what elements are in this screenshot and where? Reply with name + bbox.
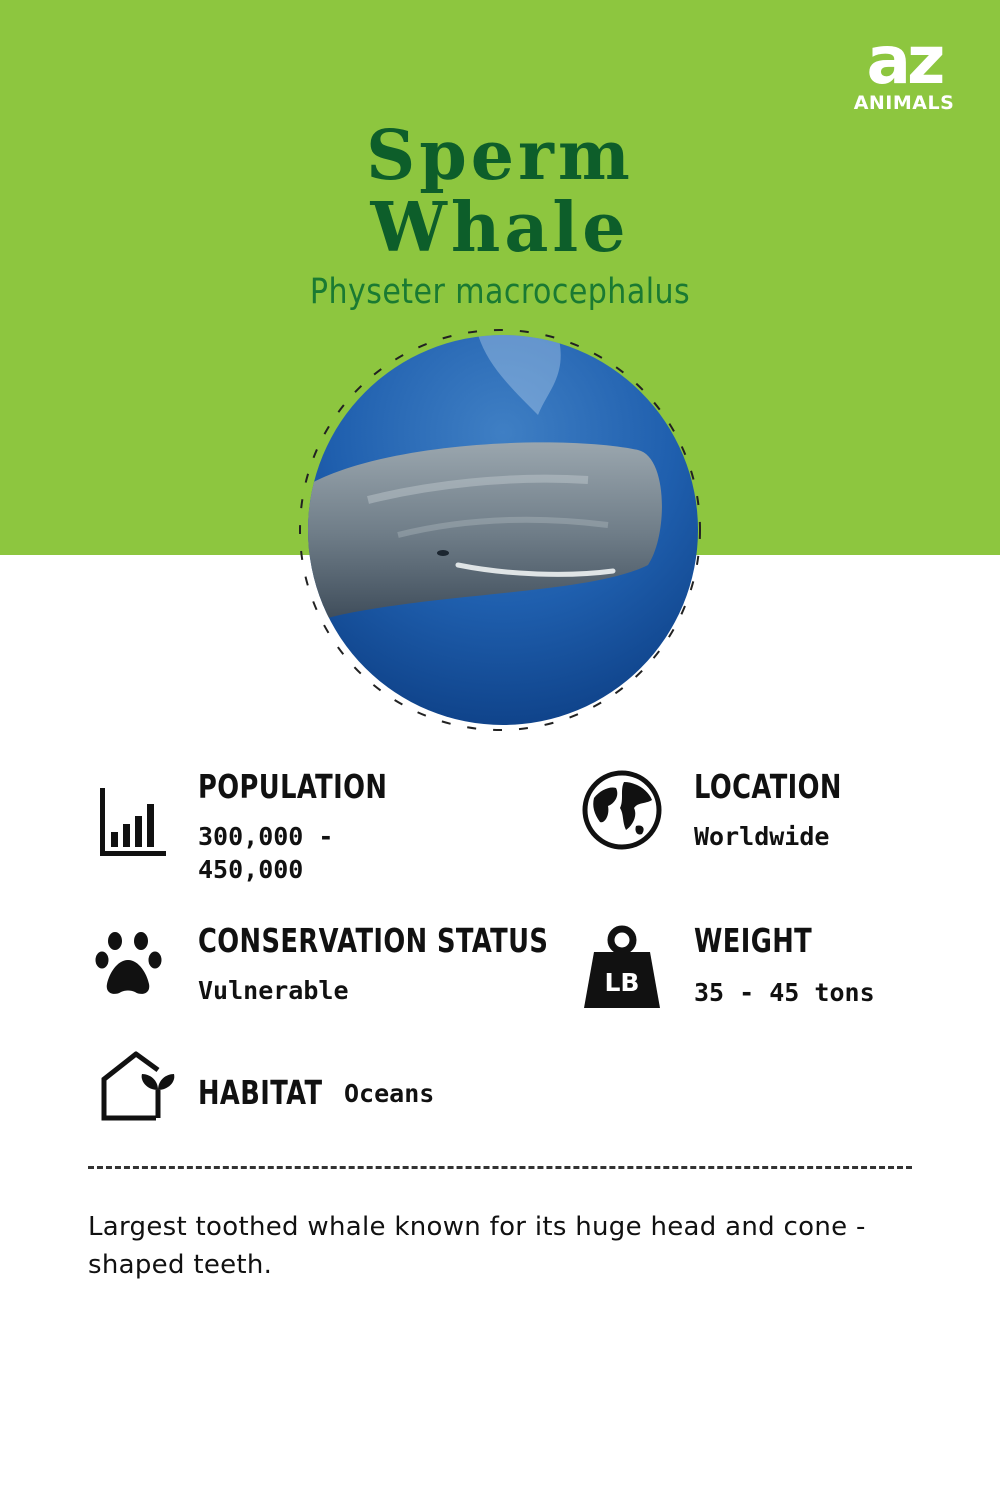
location-label: LOCATION — [694, 767, 842, 806]
animal-name-line1: Sperm — [366, 116, 634, 196]
logo-mark: az — [866, 22, 942, 99]
bar-chart-icon — [98, 786, 168, 858]
weight-icon — [582, 924, 662, 1010]
weight-value: 35 - 45 tons — [694, 978, 875, 1007]
animal-name-line2: Whale — [370, 188, 630, 268]
habitat-label: HABITAT — [198, 1073, 323, 1112]
scientific-name: Physeter macrocephalus — [309, 272, 691, 312]
az-animals-logo[interactable] — [842, 22, 966, 114]
weight-fact — [694, 922, 875, 1009]
dashed-divider — [88, 1166, 912, 1169]
population-label: POPULATION — [198, 767, 388, 806]
population-fact — [198, 768, 441, 886]
house-plant-icon — [98, 1050, 178, 1122]
location-fact — [694, 768, 884, 853]
weight-icon-text: LB — [604, 968, 640, 997]
description: Largest toothed whale known for its huge head and cone - shaped teeth. — [88, 1212, 866, 1280]
habitat-fact — [198, 1074, 358, 1112]
conservation-fact — [198, 922, 647, 1007]
logo-text: ANIMALS — [853, 92, 955, 114]
population-value-line2: 450,000 — [198, 855, 304, 884]
weight-label: WEIGHT — [694, 921, 813, 960]
conservation-value: Vulnerable — [198, 976, 349, 1005]
whale-photo — [308, 335, 698, 725]
population-value-line1: 300,000 - — [198, 822, 334, 851]
conservation-label: CONSERVATION STATUS — [198, 921, 549, 960]
location-value: Worldwide — [694, 822, 830, 851]
habitat-value-wrap — [344, 1077, 434, 1110]
animal-name — [0, 116, 1000, 268]
habitat-value: Oceans — [344, 1079, 435, 1108]
globe-icon — [580, 768, 664, 852]
paw-icon — [95, 930, 163, 998]
